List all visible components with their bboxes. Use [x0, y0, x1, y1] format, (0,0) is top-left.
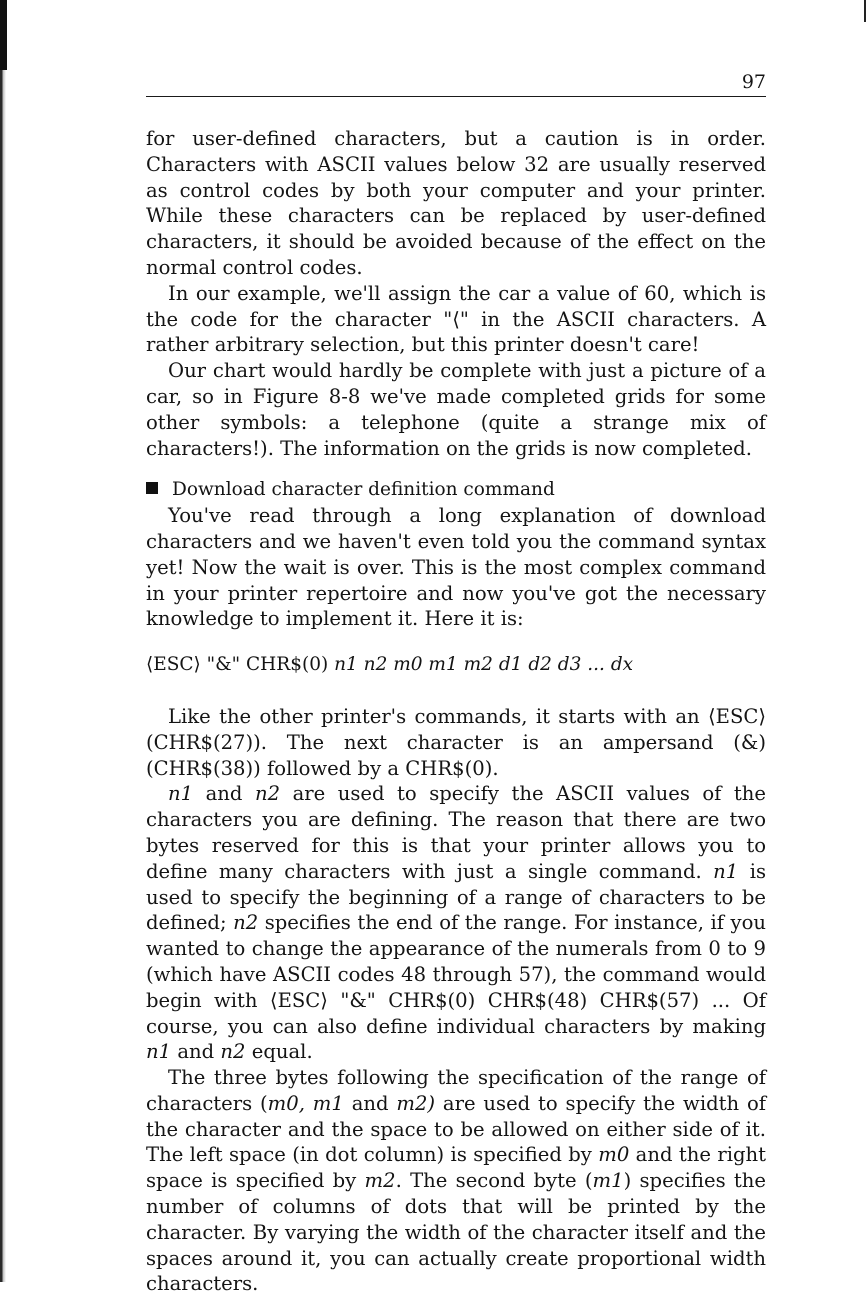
term-n2: n2 — [254, 782, 281, 806]
section-heading-text: Download character definition command — [172, 479, 555, 501]
bullet-square-icon — [146, 482, 158, 494]
page-right-mark — [864, 0, 866, 22]
term-m2: m2 — [364, 1169, 396, 1193]
paragraph-m-bytes-text-e: ) specifies the number of columns of dots that will be printed by the character. By varying the width of the character itself and the spaces around it, you can actually create proportional width characters. — [146, 1169, 767, 1296]
page-number: 97 — [741, 71, 766, 93]
paragraph-n1-n2-text-c: specifies the end of the range. For instance, if you wanted to change the appearance of the numerals from 0 to 9 (which have ASCII codes 48 through 57), the command would begin with ⟨ESC⟩ "&" CHR$(0) CHR$(48) CHR$(57) ... Of course, you can also define individual characters by making — [146, 911, 767, 1038]
term-n1: n1 — [168, 782, 194, 806]
term-n1: n1 — [146, 1040, 172, 1064]
term-and: and — [177, 1040, 215, 1064]
paragraph-n1-n2-text-d: equal. — [251, 1040, 313, 1064]
paragraph-m-bytes-text-b: are used to specify the width of the character and the space to be allowed on either side of it. The left space (in dot column) is specified by — [146, 1091, 767, 1167]
paragraph-intro-command: You've read through a long explanation of download characters and we haven't even told you the command syntax yet! Now the wait is over. This is the most complex command in your printer repertoire and now you've got the necessary knowledge to implement it. Here it is: — [146, 504, 766, 631]
term-n1: n1 — [713, 859, 739, 883]
paragraph-n1-n2-text-a: are used to specify the ASCII values of the characters you are defining. The reason that there are two bytes reserved for this is that your printer allows you to define many characters with just a single command. — [146, 782, 767, 883]
paragraph-m-bytes — [146, 1065, 766, 1297]
paragraph-esc-description: Like the other printer's commands, it starts with an ⟨ESC⟩ (CHR$(27)). The next character is an ampersand (&) (CHR$(38)) followed by a CHR$(0). — [146, 704, 766, 780]
term-and: and — [351, 1091, 389, 1115]
term-and: and — [205, 782, 243, 806]
command-prefix: ⟨ESC⟩ "&" CHR$(0) — [146, 654, 329, 676]
term-m1: m1 — [312, 1091, 344, 1115]
command-arguments: n1 n2 m0 m1 m2 d1 d2 d3 ... dx — [334, 654, 634, 676]
page-body — [146, 126, 766, 1297]
section-heading — [146, 477, 766, 503]
paragraph-m-bytes-text-a: The three bytes following the specification of the range of characters ( — [146, 1066, 766, 1115]
paragraph-caution: for user-defined characters, but a caution is in order. Characters with ASCII values below 32 are usually reserved as control codes by both your computer and your printer. While these characters can be replaced by user-defined characters, it should be avoided because of the effect on the normal control codes. — [146, 127, 766, 279]
paragraph-chart: Our chart would hardly be complete with just a picture of a car, so in Figure 8-8 we've made completed grids for some other symbols: a telephone (quite a strange mix of characters!). The information on the grids is now completed. — [146, 359, 766, 460]
page-left-edge — [0, 0, 6, 1282]
page-left-edge-shadow — [0, 0, 7, 70]
paragraph-example: In our example, we'll assign the car a value of 60, which is the code for the character "⟨" in the ASCII characters. A rather arbitrary selection, but this printer doesn't care! — [146, 281, 766, 357]
paragraph-n1-n2-text-b: is used to specify the beginning of a range of characters to be defined; — [146, 859, 767, 935]
term-m0: m0, — [267, 1091, 305, 1115]
term-m2: m2) — [396, 1091, 436, 1115]
term-n2: n2 — [233, 911, 259, 935]
command-syntax — [146, 652, 766, 678]
paragraph-n1-n2 — [146, 781, 766, 1065]
paragraph-m-bytes-text-c: and the right space is specified by — [146, 1143, 767, 1193]
term-m0: m0 — [598, 1143, 630, 1167]
term-m1: m1 — [592, 1169, 624, 1193]
term-n2: n2 — [220, 1040, 246, 1064]
page-header — [146, 70, 766, 97]
paragraph-m-bytes-text-d: . The second byte ( — [395, 1169, 593, 1193]
